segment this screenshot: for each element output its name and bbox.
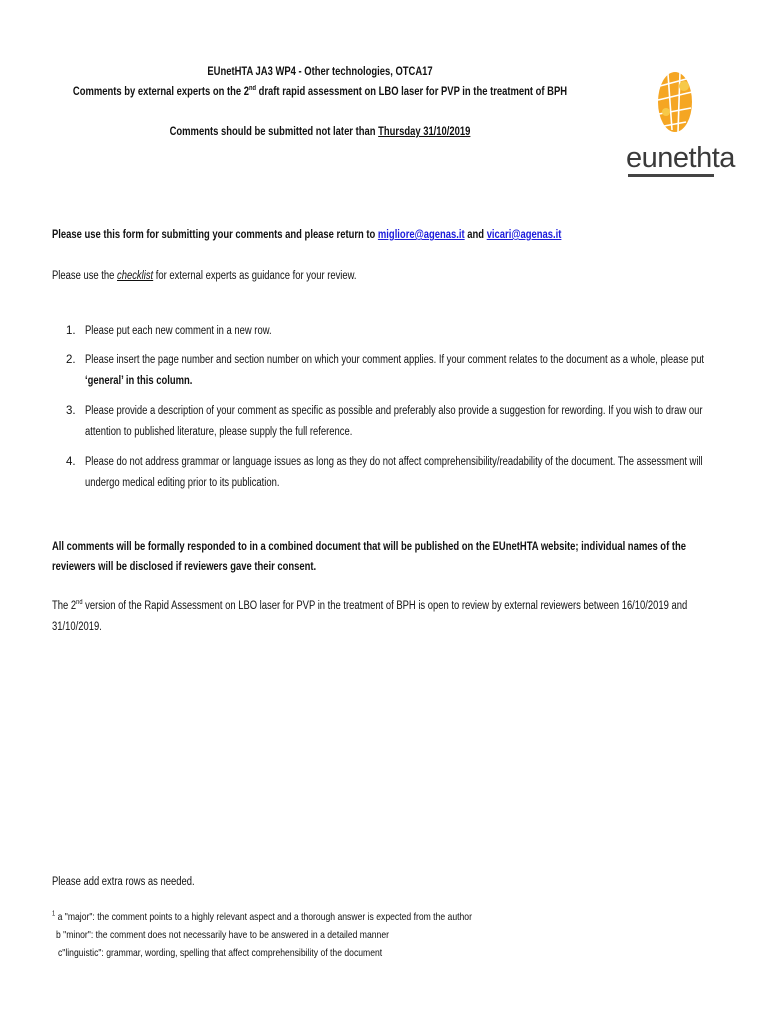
doc-subtitle [0,86,640,98]
version-post: version of the Rapid Assessment on LBO laser for PVP in the treatment of BPH is open to review by external reviewers between 16/10/2019 and [82,600,688,612]
version-pre: The 2 [52,600,77,612]
subtitle-post: draft rapid assessment on LBO laser for PVP in the treatment of BPH [256,86,568,98]
checklist-link[interactable]: checklist [117,270,154,282]
checklist-instruction [52,270,423,282]
footnote-marker: 1 [52,910,56,918]
list-item-text: Please provide a description of your comment as specific as possible and preferably also provide a suggestion for rewording. If you wish to draw our [85,405,703,417]
eunethta-logo [626,66,735,184]
list-item-text: attention to published literature, please supply the full reference. [85,426,353,438]
email-link-vicari[interactable]: vicari@agenas.it [486,229,562,241]
footnote-minor: b "minor": the comment does not necessarily have to be answered in a detailed manner [56,929,390,941]
list-item-text: ‘general’ in this column. [85,375,193,387]
submit-instruction [52,229,673,241]
submit-pre: Please use this form for submitting your comments and please return to [52,229,378,241]
footnote-major [52,911,564,923]
deadline-pre: Comments should be submitted not later than [169,126,379,138]
email-link-migliore[interactable]: migliore@agenas.it [377,229,465,241]
deadline [0,126,640,138]
version-date-end: 31/10/2019. [52,621,102,633]
logo-mark-icon [650,66,700,138]
logo-wordmark: eunethta [626,142,735,174]
submit-and: and [464,229,487,241]
extra-rows-note: Please add extra rows as needed. [52,876,195,888]
checklist-pre: Please use the [52,270,118,282]
doc-title-text: EUnetHTA JA3 WP4 - Other technologies, OTCA17 [207,66,433,78]
list-item-text: Please do not address grammar or language issues as long as they do not affect comprehensibility/readability of the document. The assessment will [85,456,703,468]
footnote-major-text: a "major": the comment points to a highly relevant aspect and a thorough answer is expected from the author [55,911,472,923]
version-statement [52,596,770,617]
footnote-linguistic: c"linguistic": grammar, wording, spelling that affect comprehensibility of the document [58,947,383,959]
checklist-post: for external experts as guidance for your review. [153,270,357,282]
list-item-text: undergo medical editing prior to its publication. [85,477,280,489]
list-item-number: 1. [66,325,76,337]
list-item-text: Please put each new comment in a new row. [85,325,272,337]
list-item-text: Please insert the page number and section number on which your comment applies. If your comment relates to the document as a whole, please put [85,354,705,366]
doc-title [0,66,640,78]
list-item-number: 2. [66,354,76,366]
subtitle-sup: nd [248,85,257,93]
deadline-date: Thursday 31/10/2019 [378,126,471,138]
notice-line: reviewers will be disclosed if reviewers gave their consent. [52,561,317,573]
list-item-number: 3. [66,405,76,417]
version-sup: nd [76,599,83,607]
notice-line: All comments will be formally responded to in a combined document that will be published on the EUnetHTA website; individual names of the [52,541,686,553]
subtitle-pre: Comments by external experts on the 2 [72,86,249,98]
list-item-number: 4. [66,456,76,468]
logo-tagline-image [628,174,714,177]
